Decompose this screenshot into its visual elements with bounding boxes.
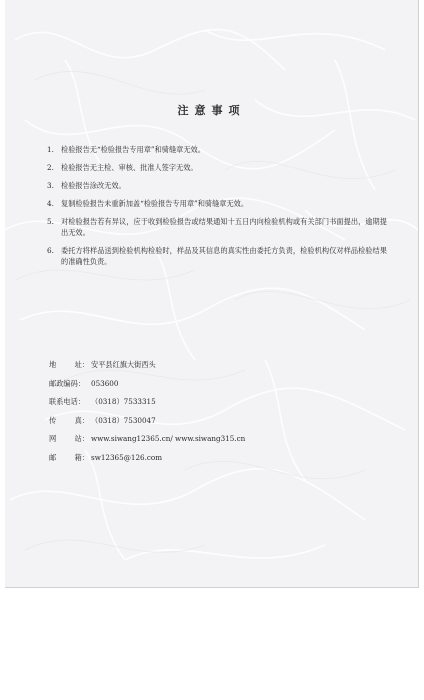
contact-label (49, 430, 89, 448)
contact-row-fax (49, 412, 245, 431)
note-number: 6. (47, 246, 54, 255)
note-number: 4. (47, 199, 54, 208)
contact-value: （0318）7530047 (91, 415, 156, 425)
contact-value: 安平县红旗大街西头 (91, 360, 156, 370)
contact-label (49, 375, 89, 393)
contact-value: www.siwang12365.cn/ www.siwang315.cn (91, 434, 246, 444)
label-part: 站： (74, 434, 89, 444)
note-number: 1. (47, 145, 54, 154)
paper-texture (5, 0, 418, 587)
notes-list (47, 144, 387, 274)
contact-label (49, 356, 89, 374)
note-text: 对检验报告若有异议，应于收到检验报告或结果通知十五日内向检验机构或有关部门书面提出，逾期提出无效。 (61, 217, 387, 237)
note-item (47, 144, 387, 155)
note-item (47, 162, 387, 173)
label-part: 箱： (74, 452, 89, 462)
note-text: 委托方将样品送到检验机构检验时，样品及其信息的真实性由委托方负责，检验机构仅对样品检验结果的准确性负责。 (61, 246, 387, 266)
note-text: 检验报告无主检、审核、批准人签字无效。 (61, 163, 198, 172)
contact-label (49, 449, 89, 467)
label-part: 真： (74, 415, 89, 425)
label-part: 传 (49, 415, 57, 425)
note-item (47, 245, 387, 267)
label-part: 联系电话： (49, 397, 85, 407)
scanned-page (5, 0, 419, 588)
note-number: 2. (47, 163, 54, 172)
label-part: 地 (49, 360, 57, 370)
contact-row-phone (49, 393, 245, 412)
contact-row-website (49, 430, 245, 449)
label-part: 址： (74, 360, 89, 370)
contact-value: sw12365@126.com (91, 452, 163, 462)
note-text: 检验报告无“检验报告专用章”和骑缝章无效。 (61, 145, 205, 154)
contact-label (49, 393, 89, 411)
label-part: 邮 (49, 452, 57, 462)
contact-block (49, 356, 245, 467)
label-part: 邮政编码： (49, 378, 85, 388)
contact-row-email (49, 449, 245, 468)
contact-row-postcode (49, 375, 245, 394)
note-text: 复制检验报告未重新加盖“检验报告专用章”和骑缝章无效。 (61, 199, 249, 208)
contact-row-address (49, 356, 245, 375)
note-item (47, 216, 387, 238)
contact-value: （0318）7533315 (91, 397, 156, 407)
note-item (47, 198, 387, 209)
contact-value: 053600 (91, 378, 119, 388)
note-number: 3. (47, 181, 54, 190)
contact-label (49, 412, 89, 430)
page-title: 注意事项 (177, 104, 246, 117)
note-text: 检验报告涂改无效。 (61, 181, 126, 190)
note-number: 5. (47, 217, 54, 226)
label-part: 网 (49, 434, 57, 444)
note-item (47, 180, 387, 191)
